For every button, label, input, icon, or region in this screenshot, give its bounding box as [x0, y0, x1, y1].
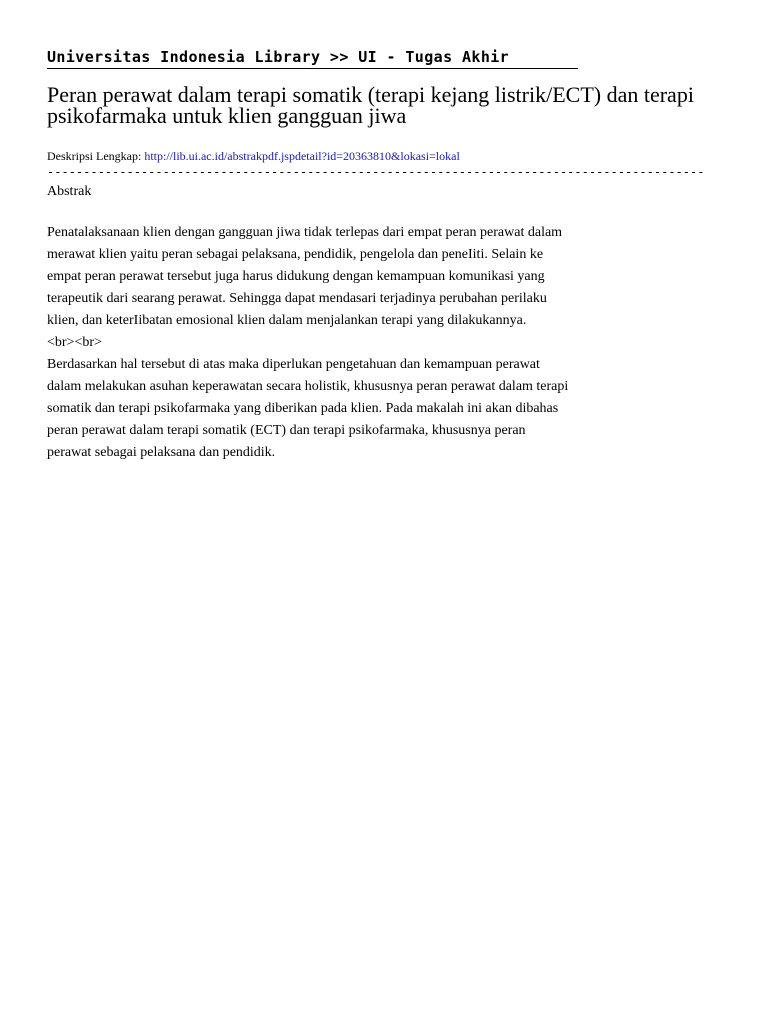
- description-label: Deskripsi Lengkap:: [47, 149, 145, 163]
- description-line: [47, 149, 460, 164]
- description-link[interactable]: http://lib.ui.ac.id/abstrakpdf.jspdetail?id=20363810&lokasi=lokal: [144, 149, 460, 163]
- abstract-line: peran perawat dalam terapi somatik (ECT) dan terapi psikofarmaka, khususnya peran: [47, 423, 526, 438]
- library-header: Universitas Indonesia Library >> UI - Tugas Akhir: [47, 48, 510, 66]
- abstract-line: empat peran perawat tersebut juga harus didukung dengan kemampuan komunikasi yang: [47, 269, 545, 284]
- abstract-line: merawat klien yaitu peran sebagai pelaksana, pendidik, pengelola dan peneIiti. Selain ke: [47, 247, 544, 262]
- divider-line: -------------------------------------------------------------------------------------------: [47, 165, 705, 179]
- abstract-line: terapeutik dari searang perawat. Sehingga dapat mendasari terjadinya perubahan perilaku: [47, 291, 547, 306]
- abstract-line: <br><br>: [47, 335, 102, 350]
- abstract-body: [47, 222, 657, 464]
- abstract-line: klien, dan keterIibatan emosional klien dalam menjalankan terapi yang dilakukannya.: [47, 313, 527, 328]
- abstract-line: Berdasarkan hal tersebut di atas maka diperlukan pengetahuan dan kemampuan perawat: [47, 357, 540, 372]
- abstract-heading: Abstrak: [47, 184, 92, 199]
- document-title: Peran perawat dalam terapi somatik (terapi kejang listrik/ECT) dan terapi psikofarmaka untuk klien gangguan jiwa: [47, 82, 694, 128]
- abstract-line: dalam melakukan asuhan keperawatan secara holistik, khususnya peran perawat dalam terapi: [47, 379, 569, 394]
- header-underline: [47, 68, 578, 69]
- abstract-line: somatik dan terapi psikofarmaka yang diberikan pada klien. Pada makalah ini akan dibahas: [47, 401, 559, 416]
- abstract-line: perawat sebagai pelaksana dan pendidik.: [47, 445, 276, 460]
- abstract-line: Penatalaksanaan klien dengan gangguan jiwa tidak terlepas dari empat peran perawat dalam: [47, 225, 563, 240]
